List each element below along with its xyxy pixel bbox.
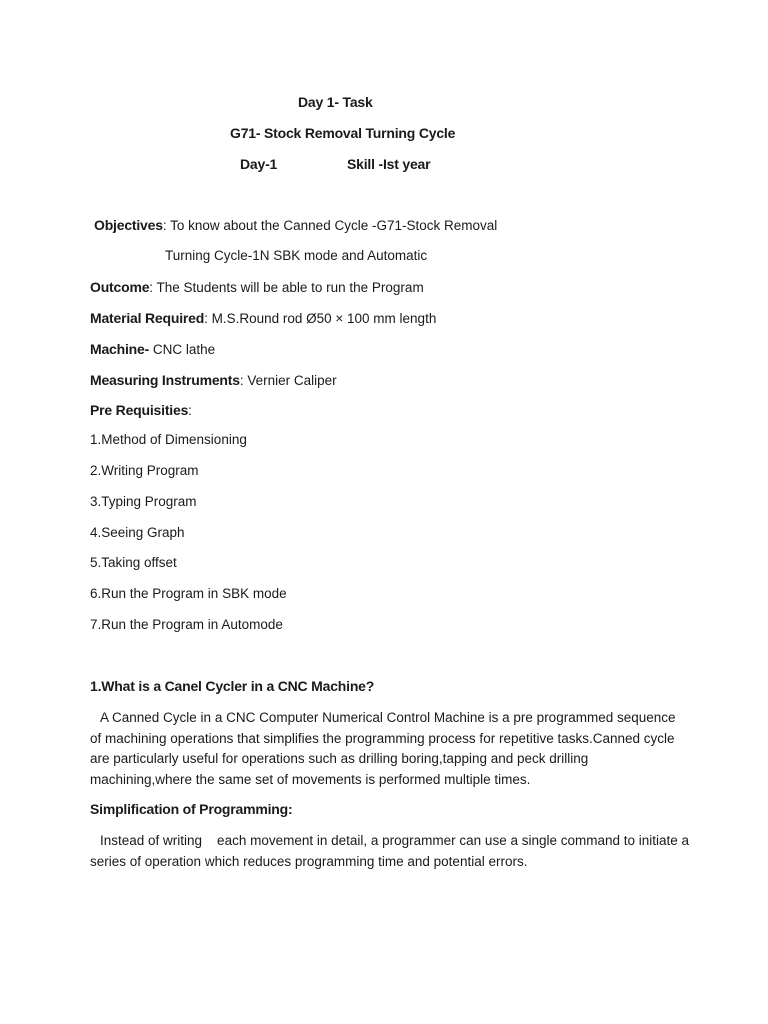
prereq-label: Pre Requisities	[90, 402, 189, 418]
list-item: 6.Run the Program in SBK mode	[90, 586, 287, 601]
machine-text: CNC lathe	[149, 342, 216, 357]
skill-label: Skill -Ist year	[347, 156, 431, 172]
material-row	[90, 309, 436, 328]
prereq-colon: :	[188, 403, 192, 418]
outcome-row	[90, 278, 424, 297]
machine-row	[90, 340, 215, 359]
outcome-text: : The Students will be able to run the Program	[149, 280, 424, 295]
measuring-row	[90, 371, 337, 390]
list-item: 4.Seeing Graph	[90, 525, 185, 540]
objectives-label: Objectives	[94, 217, 163, 233]
list-item: 7.Run the Program in Automode	[90, 617, 283, 632]
list-item: 1.Method of Dimensioning	[90, 432, 247, 447]
objectives-row	[94, 216, 497, 235]
measuring-text: : Vernier Caliper	[239, 373, 337, 388]
material-text: : M.S.Round rod Ø50 × 100 mm length	[204, 311, 437, 326]
document-subtitle: G71- Stock Removal Turning Cycle	[230, 125, 456, 141]
list-item: 5.Taking offset	[90, 555, 177, 570]
measuring-label: Measuring Instruments	[90, 372, 240, 388]
prereq-row	[90, 401, 192, 420]
outcome-label: Outcome	[90, 279, 150, 295]
document-title: Day 1- Task	[298, 94, 373, 110]
paragraph-canned-cycle: A Canned Cycle in a CNC Computer Numerical Control Machine is a pre programmed sequence of machining operations that simplifies the programming process for repetitive tasks.Canned cycle are particularly useful for operations such as drilling boring,tapping and peck drilling machining,where the same set of movements is performed multiple times.	[90, 710, 676, 787]
objectives-text-continued: Turning Cycle-1N SBK mode and Automatic	[165, 248, 428, 263]
section-heading-simplification: Simplification of Programming:	[90, 801, 293, 817]
objectives-text: : To know about the Canned Cycle -G71-Stock Removal	[162, 218, 498, 233]
material-label: Material Required	[90, 310, 205, 326]
list-item: 3.Typing Program	[90, 494, 197, 509]
day-label: Day-1	[240, 156, 278, 172]
section-heading-canned-cycle: 1.What is a Canel Cycler in a CNC Machine?	[90, 678, 375, 694]
paragraph-simplification: Instead of writing each movement in detail, a programmer can use a single command to initiate a series of operation which reduces programming time and potential errors.	[90, 833, 693, 869]
list-item: 2.Writing Program	[90, 463, 199, 478]
machine-label: Machine-	[90, 341, 150, 357]
